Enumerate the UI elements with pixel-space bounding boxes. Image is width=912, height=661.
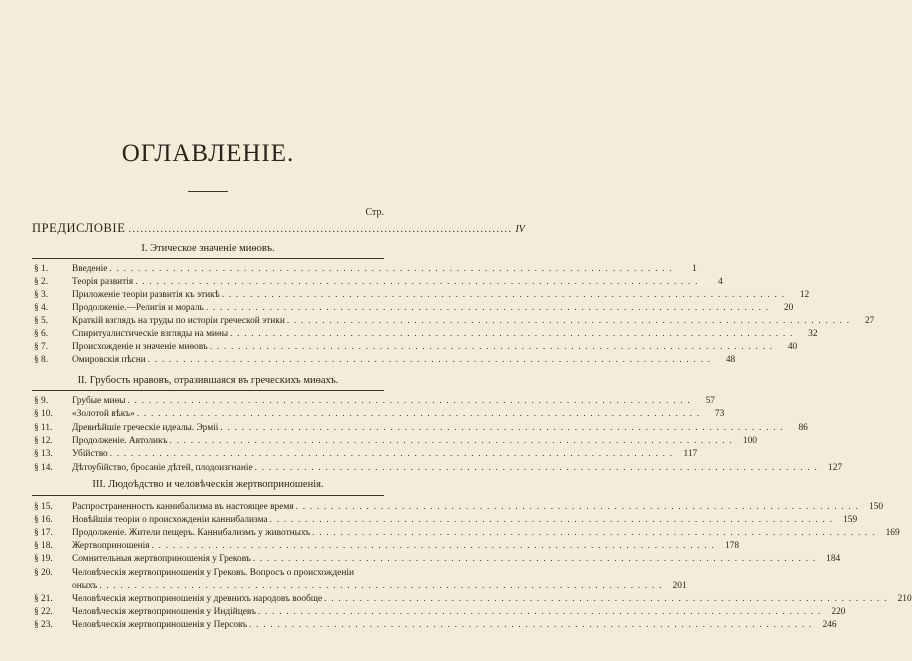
entry-page: 117 bbox=[683, 449, 698, 460]
entry-page: 127 bbox=[828, 462, 843, 473]
leader-dots: . . . . . . . . . . . . . . . . . . . . . . . . . . . . . . . . . . . . . . . . . . . . . . . . . . . . . . . . . . . . . . . . . . . . . . . . . . . . . . . . bbox=[286, 316, 851, 326]
toc-entry bbox=[34, 462, 843, 476]
leader-dots: . . . . . . . . . . . . . . . . . . . . . . . . . . . . . . . . . . . . . . . . . . . . . . . . . . . . . . . . . . . . . . . . . . . . . . . . . . . . . . . . bbox=[205, 303, 770, 313]
entry-page: 27 bbox=[864, 316, 875, 326]
entry-title: Древнѣйшіе греческіе идеалы. Эрміі bbox=[72, 422, 219, 433]
title-divider bbox=[188, 191, 228, 192]
entry-page: 32 bbox=[808, 329, 818, 339]
entry-number: § 21. bbox=[34, 593, 53, 604]
toc-entry bbox=[34, 316, 875, 329]
leader-dots: . . . . . . . . . . . . . . . . . . . . . . . . . . . . . . . . . . . . . . . . . . . . . . . . . . . . . . . . . . . . . . . . . . . . . . . . . . . . . . . . bbox=[135, 277, 699, 287]
toc-entry bbox=[34, 396, 715, 409]
leader-dots: . . . . . . . . . . . . . . . . . . . . . . . . . . . . . . . . . . . . . . . . . . . . . . . . . . . . . . . . . . . . . . . . . . . . . . . . . . . . . . . . bbox=[230, 329, 794, 339]
entry-title: Новѣйшія теоріи о происхожденіи каннибализма bbox=[72, 515, 268, 526]
entry-title: Приложеніе теоріи развитія къ этикѣ bbox=[72, 290, 220, 300]
entry-number: § 16. bbox=[34, 515, 53, 526]
entry-page: 184 bbox=[826, 554, 841, 565]
toc-entry bbox=[34, 593, 912, 607]
entry-number: § 22. bbox=[34, 606, 53, 617]
toc-entry bbox=[34, 580, 687, 594]
toc-entry bbox=[34, 435, 757, 449]
toc-entry bbox=[34, 528, 900, 541]
leader-dots: . . . . . . . . . . . . . . . . . . . . . . . . . . . . . . . . . . . . . . . . . . . . . . . . . . . . . . . . . . . . . . . . . . . . . . . . . . . . . . . . bbox=[109, 264, 673, 274]
entry-title: Теорія развитія bbox=[72, 277, 134, 287]
leader-dots: . . . . . . . . . . . . . . . . . . . . . . . . . . . . . . . . . . . . . . . . . . . . . . . . . . . . . . . . . . . . . . . . . . . . . . . . . . . . . . . . bbox=[249, 619, 813, 630]
entry-number: § 23. bbox=[34, 619, 53, 630]
entry-page: 86 bbox=[798, 422, 808, 433]
entry-page: 178 bbox=[724, 541, 740, 552]
leader-dots: . . . . . . . . . . . . . . . . . . . . . . . . . . . . . . . . . . . . . . . . . . . . . . . . . . . . . . . . . . . . . . . . . . . . . . . . . . . . . . . . bbox=[109, 449, 674, 460]
page-title: ОГЛАВЛЕНІЕ. bbox=[121, 140, 295, 167]
preface-entry bbox=[32, 221, 525, 236]
entry-number: § 13. bbox=[34, 449, 53, 460]
entry-page: 48 bbox=[725, 355, 736, 365]
toc-entry bbox=[34, 606, 846, 620]
entry-title: Человѣческія жертвоприношенія у Персовъ bbox=[72, 619, 248, 630]
toc-entry bbox=[34, 355, 736, 368]
entry-page: 4 bbox=[717, 277, 723, 287]
entry-number: § 20. bbox=[34, 567, 53, 578]
section-divider bbox=[32, 390, 384, 391]
entry-page: 20 bbox=[783, 303, 794, 313]
entry-page: 1 bbox=[692, 264, 697, 274]
entry-title: «Золотой вѣкъ» bbox=[72, 409, 135, 420]
section-heading: II. Грубость нравовъ, отразившаяся въ греческихъ миѳахъ. bbox=[77, 375, 339, 386]
section-heading: I. Этическое значеніе миѳовъ. bbox=[141, 243, 275, 254]
entry-title: Продолженіе. Автоликъ bbox=[72, 435, 168, 446]
toc-entry bbox=[34, 619, 837, 633]
entry-title: Происхожденіе и значеніе миѳовъ bbox=[72, 342, 208, 352]
entry-title: Распространенность каннибализма въ настоящее время bbox=[72, 502, 294, 512]
entry-page: 40 bbox=[787, 342, 798, 352]
entry-title: Человѣческія жертвоприношенія у Грековъ. Вопросъ о происхожденіи bbox=[72, 567, 354, 578]
entry-title: Убійство bbox=[72, 449, 108, 460]
entry-title: оныхъ bbox=[72, 580, 98, 591]
leader-dots: . . . . . . . . . . . . . . . . . . . . . . . . . . . . . . . . . . . . . . . . . . . . . . . . . . . . . . . . . . . . . . . . . . . . . . . . . . . . . . . . bbox=[147, 355, 712, 365]
entry-title: Человѣческія жертвоприношенія у древнихъ народовъ вообще bbox=[72, 593, 323, 604]
entry-title: Краткій взглядъ на труды по исторіи греческой этики bbox=[72, 316, 285, 326]
entry-title: Продолженіе. Жители пещеръ. Каннибализмъ у животныхъ bbox=[72, 528, 311, 539]
entry-number: § 5. bbox=[34, 316, 49, 326]
entry-number: § 7. bbox=[34, 342, 49, 352]
leader-dots: . . . . . . . . . . . . . . . . . . . . . . . . . . . . . . . . . . . . . . . . . . . . . . . . . . . . . . . . . . . . . . . . . . . . . . . . . . . . . . . . bbox=[151, 541, 716, 552]
leader-dots: . . . . . . . . . . . . . . . . . . . . . . . . . . . . . . . . . . . . . . . . . . . . . . . . . . . . . . . . . . . . . . . . . . . . . . . . . . . . . . . . bbox=[295, 502, 860, 512]
entry-page: 100 bbox=[742, 435, 757, 446]
entry-page: 12 bbox=[799, 290, 810, 300]
leader-dots: . . . . . . . . . . . . . . . . . . . . . . . . . . . . . . . . . . . . . . . . . . . . . . . . . . . . . . . . . . . . . . . . . . . . . . . . . . . . . . . . bbox=[127, 396, 691, 406]
entry-page: 57 bbox=[705, 396, 715, 406]
entry-number: § 12. bbox=[34, 435, 53, 446]
leader-dots: . . . . . . . . . . . . . . . . . . . . . . . . . . . . . . . . . . . . . . . . . . . . . . . . . . . . . . . . . . . . . . . . . . . . . . . . . . . . . . . . bbox=[252, 554, 817, 565]
entry-page: 201 bbox=[672, 580, 687, 591]
toc-entry bbox=[34, 568, 386, 581]
entry-number: § 17. bbox=[34, 528, 53, 539]
entry-number: § 18. bbox=[34, 541, 53, 552]
toc-entry bbox=[34, 409, 725, 422]
toc-entry bbox=[34, 303, 794, 316]
leader-dots: . . . . . . . . . . . . . . . . . . . . . . . . . . . . . . . . . . . . . . . . . . . . . . . . . . . . . . . . . . . . . . . . . . . . . . . . . . . . . . . . bbox=[312, 528, 876, 539]
entry-title: Омировскія пѣсни bbox=[72, 355, 146, 365]
preface-label: ПРЕДИСЛОВІЕ bbox=[32, 221, 126, 235]
preface-page: IV bbox=[515, 224, 525, 235]
entry-page: 169 bbox=[885, 528, 900, 539]
toc-entry bbox=[34, 515, 858, 528]
entry-title: Грубые миѳы bbox=[72, 396, 126, 406]
entry-number: § 6. bbox=[34, 329, 49, 339]
entry-number: § 15. bbox=[34, 502, 53, 512]
entry-title: Дѣтоубійство, бросаніе дѣтей, плодоизгнаніе bbox=[72, 462, 253, 473]
leader-dots: . . . . . . . . . . . . . . . . . . . . . . . . . . . . . . . . . . . . . . . . . . . . . . . . . . . . . . . . . . . . . . . . . . . . . . . . . . . . . . . . bbox=[209, 342, 774, 352]
entry-page: 159 bbox=[843, 515, 858, 526]
toc-entry bbox=[34, 329, 818, 342]
toc-entry bbox=[34, 541, 740, 554]
leader-dots: . . . . . . . . . . . . . . . . . . . . . . . . . . . . . . . . . . . . . . . . . . . . . . . . . . . . . . . . . . . . . . . . . . . . . . . . . . . . . . . . bbox=[136, 409, 701, 420]
toc-entry bbox=[34, 277, 723, 290]
leader-dots: . . . . . . . . . . . . . . . . . . . . . . . . . . . . . . . . . . . . . . . . . . . . . . . . . . . . . . . . . . . . . . . . . . . . . . . . . . . . . . . . bbox=[324, 593, 888, 604]
toc-entry bbox=[34, 449, 698, 462]
entry-number: § 9. bbox=[34, 396, 49, 406]
entry-title: Спиритуалистическіе взгляды на миѳы bbox=[72, 329, 229, 339]
section-heading: III. Людоѣдство и человѣческія жертвоприношенія. bbox=[92, 479, 324, 490]
entry-number: § 8. bbox=[34, 355, 49, 365]
section-divider bbox=[32, 258, 384, 259]
entry-title: Введеніе bbox=[72, 264, 108, 274]
entry-page: 220 bbox=[831, 606, 846, 617]
entry-number: § 1. bbox=[34, 264, 49, 274]
entry-page: 73 bbox=[714, 409, 725, 420]
leader-dots: . . . . . . . . . . . . . . . . . . . . . . . . . . . . . . . . . . . . . . . . . . . . . . . . . . . . . . . . . . . . . . . . . . . . . . . . . . . . . . . . bbox=[221, 290, 786, 300]
toc-entry bbox=[34, 554, 841, 567]
leader-dots: . . . . . . . . . . . . . . . . . . . . . . . . . . . . . . . . . . . . . . . . . . . . . . . . . . . . . . . . . . . . . . . . . . . . . . . . . . . . . . . . bbox=[99, 580, 663, 591]
toc-entry bbox=[34, 422, 808, 436]
entry-number: § 10. bbox=[34, 409, 53, 420]
toc-entry bbox=[34, 342, 798, 355]
entry-number: § 2. bbox=[34, 277, 49, 287]
entry-title: Сомнительныя жертвоприношенія у Грековъ bbox=[72, 554, 251, 565]
toc-entry bbox=[34, 502, 884, 515]
leader-dots: . . . . . . . . . . . . . . . . . . . . . . . . . . . . . . . . . . . . . . . . . . . . . . . . . . . . . . . . . . . . . . . . . . . . . . . . . . . . . . . . bbox=[254, 462, 819, 473]
entry-page: 210 bbox=[897, 593, 912, 604]
leader-dots: ................................................................................................ bbox=[128, 224, 513, 235]
leader-dots: . . . . . . . . . . . . . . . . . . . . . . . . . . . . . . . . . . . . . . . . . . . . . . . . . . . . . . . . . . . . . . . . . . . . . . . . . . . . . . . . bbox=[257, 606, 822, 617]
entry-title: Жертвоприношенія bbox=[72, 541, 150, 552]
leader-dots: . . . . . . . . . . . . . . . . . . . . . . . . . . . . . . . . . . . . . . . . . . . . . . . . . . . . . . . . . . . . . . . . . . . . . . . . . . . . . . . . bbox=[220, 422, 784, 433]
entry-number: § 11. bbox=[34, 422, 53, 433]
toc-entry bbox=[34, 264, 697, 277]
entry-number: § 3. bbox=[34, 290, 49, 300]
entry-page: 246 bbox=[822, 619, 837, 630]
section-divider bbox=[32, 495, 384, 496]
leader-dots: . . . . . . . . . . . . . . . . . . . . . . . . . . . . . . . . . . . . . . . . . . . . . . . . . . . . . . . . . . . . . . . . . . . . . . . . . . . . . . . . bbox=[269, 515, 834, 526]
entry-title: Человѣческія жертвоприношенія у Индійцевъ bbox=[72, 606, 256, 617]
leader-dots: . . . . . . . . . . . . . . . . . . . . . . . . . . . . . . . . . . . . . . . . . . . . . . . . . . . . . . . . . . . . . . . . . . . . . . . . . . . . . . . . bbox=[169, 435, 733, 446]
page-column-header: Стр. bbox=[365, 207, 384, 218]
entry-number: § 14. bbox=[34, 462, 53, 473]
entry-number: § 4. bbox=[34, 303, 49, 313]
entry-page: 150 bbox=[869, 502, 884, 512]
toc-entry bbox=[34, 290, 810, 303]
entry-number: § 19. bbox=[34, 554, 53, 565]
entry-title: Продолженіе.—Религія и мораль bbox=[72, 303, 204, 313]
